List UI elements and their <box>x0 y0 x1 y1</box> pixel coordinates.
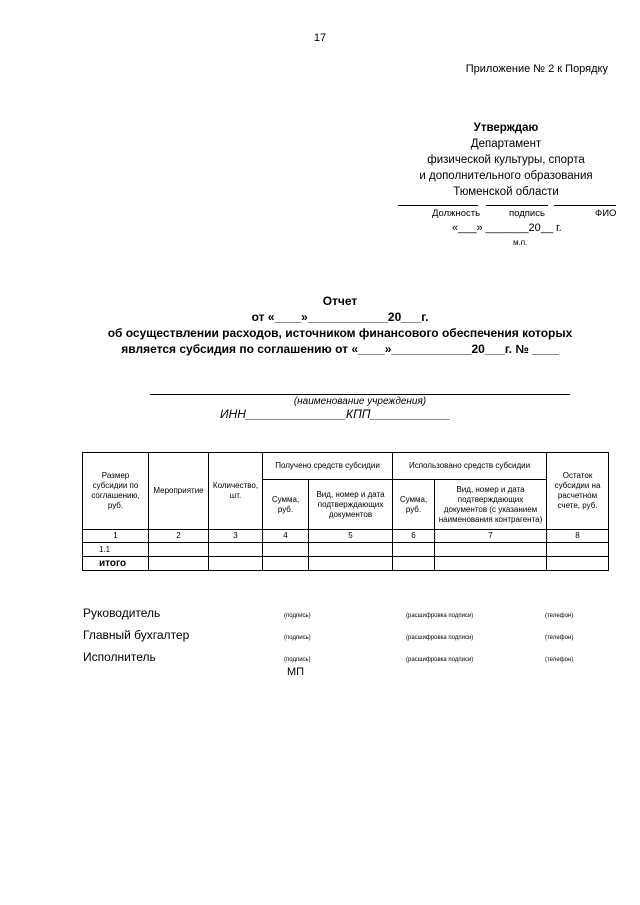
stamp-label: МП <box>287 666 305 678</box>
table-cell <box>209 557 263 571</box>
col-number: 2 <box>149 530 209 543</box>
table-cell <box>149 557 209 571</box>
page-number: 17 <box>313 32 327 44</box>
total-label: итого <box>83 557 149 571</box>
appendix-note: Приложение № 2 к Порядку <box>465 63 608 75</box>
role-label: Исполнитель <box>83 650 156 664</box>
col-number: 5 <box>309 530 393 543</box>
header-used-sum: Сумма, руб. <box>393 480 435 530</box>
header-used-docs: Вид, номер и дата подтверждающих документов (с указанием наименования контрагента) <box>435 480 547 530</box>
signature-line <box>398 204 478 206</box>
phone-caption: (телефон) <box>545 657 574 663</box>
signature-line <box>486 204 548 206</box>
signature-row <box>83 650 156 664</box>
table-row <box>83 543 609 557</box>
col-number: 6 <box>393 530 435 543</box>
phone-caption: (телефон) <box>545 613 574 619</box>
role-label: Главный бухгалтер <box>83 628 190 642</box>
approval-heading: Утверждаю <box>473 122 539 134</box>
report-subtitle-1: об осуществлении расходов, источником финансового обеспечения которых <box>107 326 573 340</box>
report-title-block <box>60 293 620 357</box>
header-event: Мероприятие <box>149 453 209 530</box>
sign-caption: (подпись) <box>284 613 311 619</box>
header-size: Размер субсидии по соглашению, руб. <box>83 453 149 530</box>
table-cell <box>435 557 547 571</box>
organization-line <box>150 394 570 395</box>
signature-row <box>83 628 189 642</box>
col-number: 8 <box>547 530 609 543</box>
column-number-row <box>83 530 609 543</box>
sign-caption: (подпись) <box>284 635 311 641</box>
col-number: 1 <box>83 530 149 543</box>
position-caption: Должность <box>432 208 481 219</box>
col-number: 4 <box>263 530 309 543</box>
table-cell <box>547 557 609 571</box>
report-subtitle-2: является субсидия по соглашению от «____»____________20___г. № ____ <box>121 342 559 356</box>
table-cell <box>149 543 209 557</box>
table-cell <box>393 557 435 571</box>
report-date: от «____»____________20___г. <box>251 310 429 324</box>
signature-caption: подпись <box>509 208 545 219</box>
table-cell <box>547 543 609 557</box>
col-number: 7 <box>435 530 547 543</box>
header-qty: Количество, шт. <box>209 453 263 530</box>
table-cell <box>435 543 547 557</box>
inn-kpp-line: ИНН_______________КПП____________ <box>220 407 451 421</box>
decode-caption: (расшифровка подписи) <box>406 613 474 619</box>
decode-caption: (расшифровка подписи) <box>406 635 474 641</box>
table-cell <box>263 543 309 557</box>
header-balance: Остаток субсидии на расчетном счете, руб. <box>547 453 609 530</box>
phone-caption: (телефон) <box>545 635 574 641</box>
header-received-sum: Сумма, руб. <box>263 480 309 530</box>
approval-date: «___» _______20__ г. <box>452 222 562 234</box>
row-label: 1.1 <box>83 543 149 557</box>
approval-line: Тюменской области <box>453 186 559 198</box>
decode-caption: (расшифровка подписи) <box>406 657 474 663</box>
signature-line <box>554 204 616 206</box>
table-cell <box>263 557 309 571</box>
header-received: Получено средств субсидии <box>263 453 393 480</box>
table-cell <box>393 543 435 557</box>
approval-line: физической культуры, спорта <box>427 154 585 166</box>
approval-signature-lines <box>398 204 616 214</box>
sign-caption: (подпись) <box>284 657 311 663</box>
col-number: 3 <box>209 530 263 543</box>
table-cell <box>309 543 393 557</box>
role-label: Руководитель <box>83 606 161 620</box>
name-caption: ФИО <box>595 208 617 219</box>
header-received-docs: Вид, номер и дата подтверждающих документов <box>309 480 393 530</box>
approval-line: Департамент <box>470 138 542 150</box>
table-cell <box>309 557 393 571</box>
total-row <box>83 557 609 571</box>
report-table <box>82 452 609 571</box>
approval-stamp: м.п. <box>513 238 528 247</box>
signature-row <box>83 606 160 620</box>
table-header-row <box>83 453 609 480</box>
header-used: Использовано средств субсидии <box>393 453 547 480</box>
report-title: Отчет <box>322 294 358 308</box>
organization-caption: (наименование учреждения) <box>293 396 427 407</box>
approval-line: и дополнительного образования <box>419 170 593 182</box>
table-cell <box>209 543 263 557</box>
approval-block <box>390 120 622 200</box>
